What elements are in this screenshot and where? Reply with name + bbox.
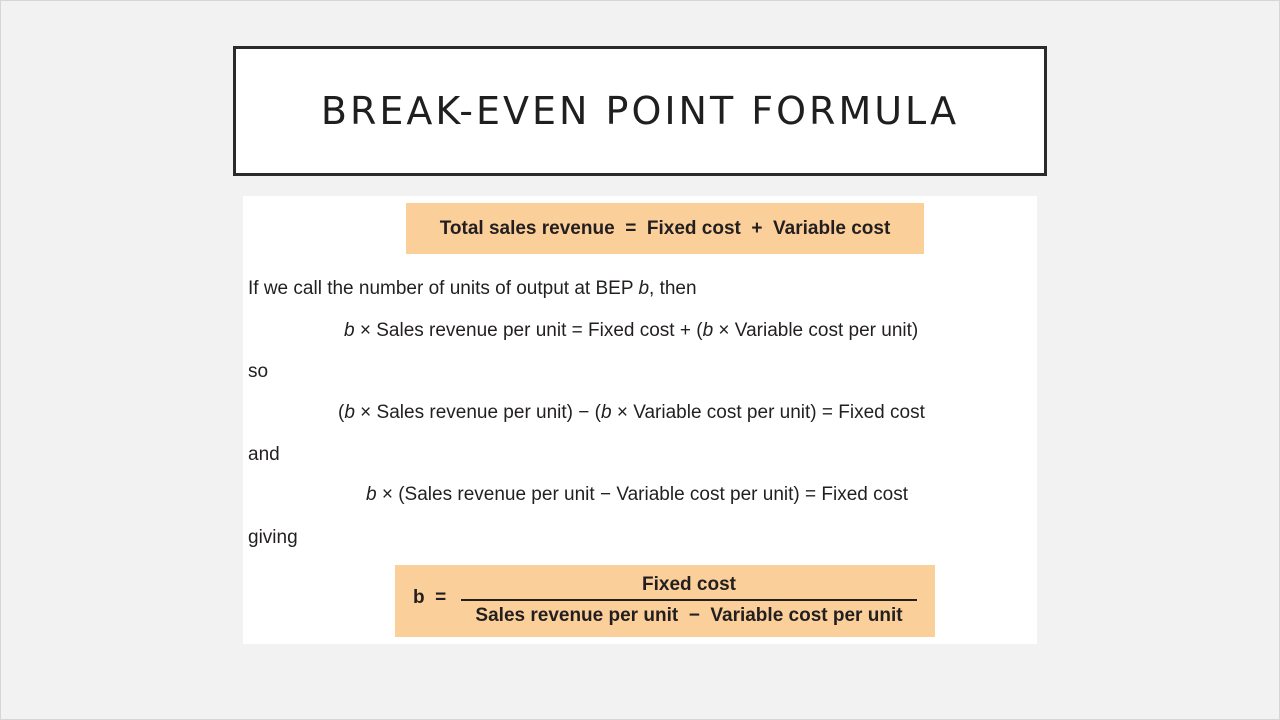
break-even-formula [395,565,935,637]
break-even-lhs: b = [413,587,447,608]
intro-prefix: If we call the number of units of output at BEP [248,278,639,299]
formula-content [243,196,1037,644]
eq1-part-2: × Variable cost per unit) [713,320,919,341]
break-even-fraction [461,573,917,628]
eq1-variable-2: b [702,320,714,341]
intro-line [248,278,697,300]
total-revenue-formula [406,203,924,254]
slide-title: BREAK-EVEN POINT FORMULA [320,89,960,133]
word-giving: giving [248,527,298,548]
equation-1 [344,320,918,342]
eq2-part-1: × Sales revenue per unit) − ( [354,402,601,423]
eq2-variable-2: b [601,402,612,423]
word-and: and [248,444,280,465]
fraction-bar [461,599,917,601]
fraction-numerator: Fixed cost [642,574,736,595]
equation-2 [338,402,925,424]
eq1-variable-1: b [344,320,355,341]
eq1-part-1: × Sales revenue per unit = Fixed cost + ( [354,320,703,341]
equation-3 [366,484,908,506]
eq2-variable-1: b [344,402,355,423]
fraction-denominator: Sales revenue per unit − Variable cost per unit [475,605,903,626]
eq2-part-2: × Variable cost per unit) = Fixed cost [611,402,925,423]
eq3-part-1: × (Sales revenue per unit − Variable cost per unit) = Fixed cost [376,484,908,505]
eq2-part-0: ( [338,402,345,423]
word-so: so [248,361,269,382]
total-revenue-formula-text: Total sales revenue = Fixed cost + Variable cost [439,217,891,239]
title-box [233,46,1047,176]
intro-suffix: , then [649,278,697,299]
eq3-variable-1: b [366,484,377,505]
intro-variable: b [638,278,650,299]
